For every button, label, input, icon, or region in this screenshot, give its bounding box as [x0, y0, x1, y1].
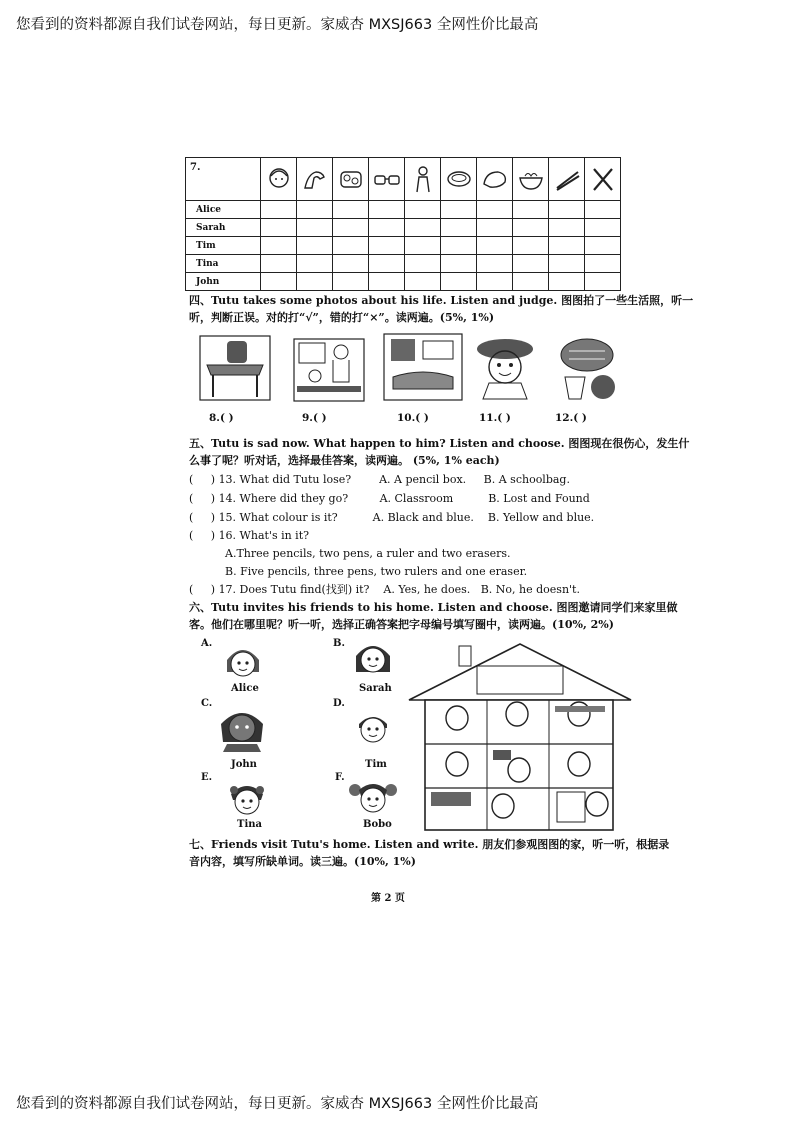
- kid-letter-f: F.: [335, 772, 345, 783]
- kid-letter-b: B.: [333, 638, 345, 649]
- sarah-portrait-icon: [351, 638, 395, 682]
- section4-instruction-line2: 听，判断正误。对的打“√”，错的打“×”。读两遍。(5%, 1%): [189, 311, 495, 324]
- bread-icon: [477, 158, 513, 201]
- section7-instruction-line1: 七、Friends visit Tutu's home. Listen and write. 朋友们参观图图的家，听一听，根据录: [189, 838, 670, 851]
- question-14: ( ) 14. Where did they go? A. Classroom B. Lost and Found: [189, 492, 590, 505]
- exam-page: [185, 150, 694, 910]
- question-15: ( ) 15. What colour is it? A. Black and blue. B. Yellow and blue.: [189, 511, 595, 524]
- answer-label-8[interactable]: 8.( ): [209, 412, 234, 424]
- page-number: 第 2 页: [371, 893, 405, 904]
- answer-label-10[interactable]: 10.( ): [397, 412, 429, 424]
- section6-instruction-line2: 客。他们在哪里呢？听一听，选择正确答案把字母编号填写圈中，读两遍。(10%, 2%): [189, 618, 614, 631]
- bobo-portrait-icon: [347, 776, 399, 818]
- banner-top: 您看到的资料都源自我们试卷网站，每日更新。家威杏 MXSJ663 全网性价比最高: [16, 17, 539, 33]
- kid-letter-e: E.: [201, 772, 213, 783]
- chopsticks-icon: [549, 158, 585, 201]
- question-16-option-a: A.Three pencils, two pens, a ruler and two erasers.: [225, 547, 511, 560]
- question-13: ( ) 13. What did Tutu lose? A. A pencil box. B. A schoolbag.: [189, 473, 570, 486]
- tim-portrait-icon: [351, 706, 395, 750]
- kid-name-tim: Tim: [365, 759, 387, 770]
- glasses-icon: [369, 158, 405, 201]
- house-picture: [407, 642, 633, 834]
- pizza-food-photo: [551, 333, 623, 401]
- answer-label-11[interactable]: 11.( ): [479, 412, 511, 424]
- arm-icon: [297, 158, 333, 201]
- kid-name-sarah: Sarah: [359, 683, 392, 694]
- living-room-photo: [383, 333, 463, 401]
- kid-name-bobo: Bobo: [363, 819, 392, 830]
- kid-name-tina: Tina: [237, 819, 262, 830]
- row-label-alice: Alice: [186, 201, 261, 219]
- kid-letter-c: C.: [201, 698, 213, 709]
- person-icon: [405, 158, 441, 201]
- kid-name-alice: Alice: [231, 683, 259, 694]
- answer-label-12[interactable]: 12.( ): [555, 412, 587, 424]
- john-portrait-icon: [217, 702, 267, 752]
- section4-instruction-line1: 四、Tutu takes some photos about his life. Listen and judge. 图图拍了一些生活照，听一: [189, 294, 694, 307]
- row-label-john: John: [186, 273, 261, 291]
- row-label-tim: Tim: [186, 237, 261, 255]
- classroom-photo: [293, 338, 365, 402]
- food-box-icon: [333, 158, 369, 201]
- tina-portrait-icon: [225, 778, 269, 820]
- knife-fork-icon: [585, 158, 621, 201]
- girl-with-hat-photo: [473, 333, 537, 401]
- section5-instruction-line2: 么事了呢？听对话，选择最佳答案，读两遍。 (5%, 1% each): [189, 454, 500, 467]
- section7-instruction-line2: 音内容，填写所缺单词。读三遍。(10%, 1%): [189, 855, 416, 868]
- question-17: ( ) 17. Does Tutu find(找到) it? A. Yes, he does. B. No, he doesn't.: [189, 583, 580, 596]
- food-grid-table: [185, 157, 621, 291]
- section6-instruction-line1: 六、Tutu invites his friends to his home. Listen and choose. 图图邀请同学们来家里做: [189, 601, 678, 614]
- banner-bottom: 您看到的资料都源自我们试卷网站，每日更新。家威杏 MXSJ663 全网性价比最高: [16, 1096, 539, 1112]
- cake-icon: [441, 158, 477, 201]
- kid-letter-a: A.: [201, 638, 213, 649]
- alice-portrait-icon: [221, 642, 265, 684]
- row-label-sarah: Sarah: [186, 219, 261, 237]
- grid-number: 7.: [186, 158, 261, 201]
- schoolbag-desk-photo: [199, 335, 271, 401]
- face-icon: [261, 158, 297, 201]
- kid-letter-d: D.: [333, 698, 345, 709]
- kid-name-john: John: [231, 759, 257, 770]
- section5-instruction-line1: 五、Tutu is sad now. What happen to him? Listen and choose. 图图现在很伤心，发生什: [189, 437, 690, 450]
- question-16-option-b: B. Five pencils, three pens, two rulers and one eraser.: [225, 565, 528, 578]
- bowl-icon: [513, 158, 549, 201]
- row-label-tina: Tina: [186, 255, 261, 273]
- answer-label-9[interactable]: 9.( ): [302, 412, 327, 424]
- question-16: ( ) 16. What's in it?: [189, 529, 310, 542]
